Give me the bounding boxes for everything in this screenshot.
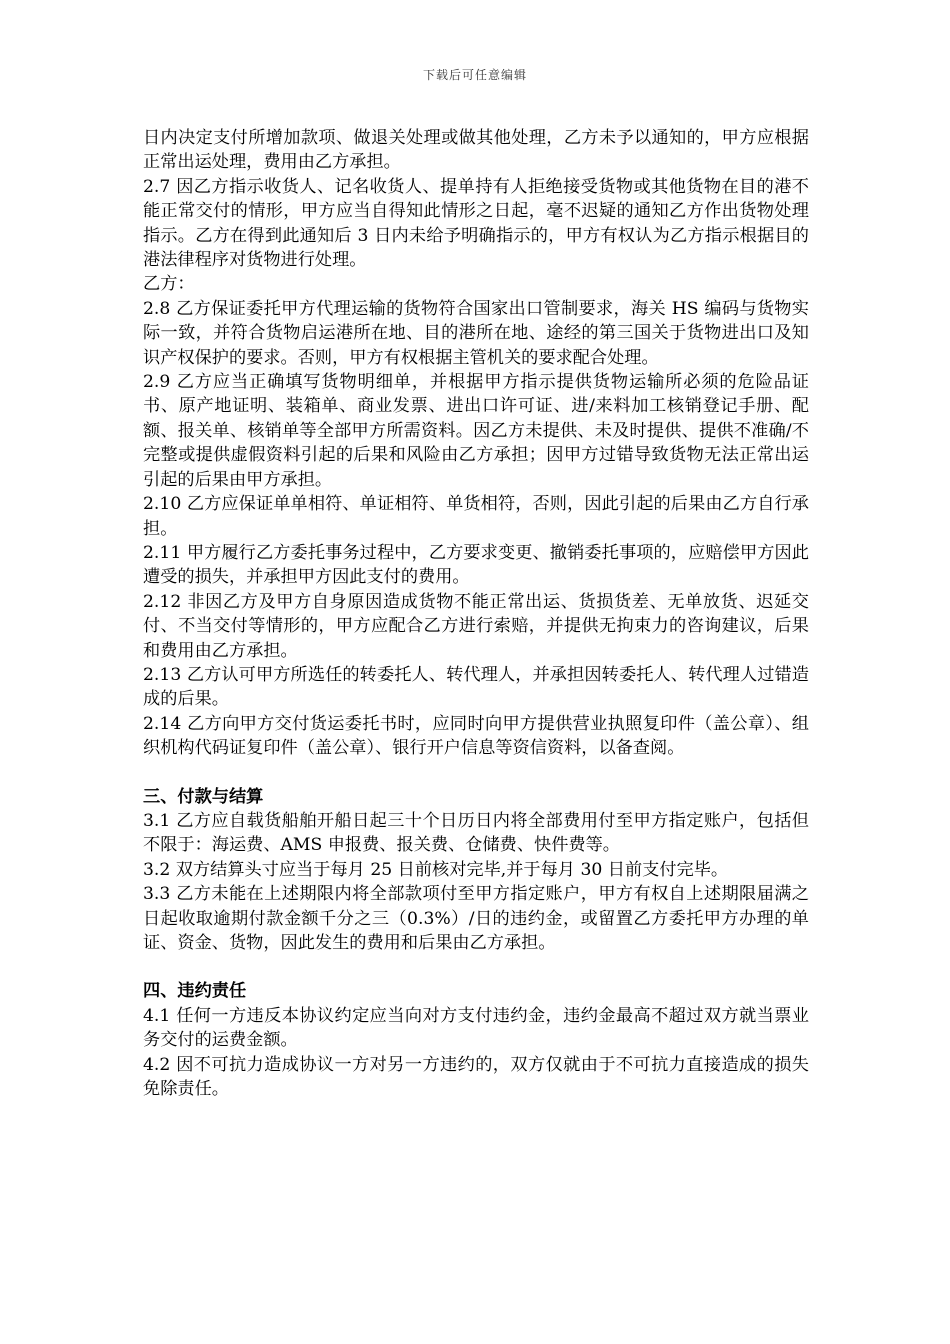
clause-2-12: 2.12 非因乙方及甲方自身原因造成货物不能正常出运、货损货差、无单放货、迟延交付、不当交付等情形的，甲方应配合乙方进行索赔，并提供无拘束力的咨询建议，后果和费用由乙方承担。 (143, 591, 809, 661)
clause-2-10: 2.10 乙方应保证单单相符、单证相符、单货相符，否则，因此引起的后果由乙方自行承担。 (143, 494, 809, 539)
section-3-title: 三、付款与结算 (143, 786, 264, 807)
clause-3-1: 3.1 乙方应自载货船舶开船日起三十个日历日内将全部费用付至甲方指定账户，包括但不限于：海运费、AMS 申报费、报关费、仓储费、快件费等。 (143, 810, 809, 856)
party-b-heading: 乙方： (143, 274, 195, 295)
clause-3-2: 3.2 双方结算头寸应当于每月 25 日前核对完毕,并于每月 30 日前支付完毕。 (143, 859, 729, 880)
clause-2-8: 2.8 乙方保证委托甲方代理运输的货物符合国家出口管制要求，海关 HS 编码与货物实际一致，并符合货物启运港所在地、目的港所在地、途经的第三国关于货物进出口及知识产权保护的要求。否则，甲方有权根据主管机关的要求配合处理。 (143, 298, 809, 368)
document-body (143, 126, 809, 1101)
clause-2-9: 2.9 乙方应当正确填写货物明细单，并根据甲方指示提供货物运输所必须的危险品证书、原产地证明、装箱单、商业发票、进出口许可证、进/来料加工核销登记手册、配额、报关单、核销单等全部甲方所需资料。因乙方未提供、未及时提供、提供不准确/不完整或提供虚假资料引起的后果和风险由乙方承担；因甲方过错导致货物无法正常出运引起的后果由甲方承担。 (143, 372, 809, 490)
clause-2-11: 2.11 甲方履行乙方委托事务过程中，乙方要求变更、撤销委托事项的，应赔偿甲方因此遭受的损失，并承担甲方因此支付的费用。 (143, 542, 809, 588)
clause-4-1: 4.1 任何一方违反本协议约定应当向对方支付违约金，违约金最高不超过双方就当票业务交付的运费金额。 (143, 1005, 809, 1051)
clause-2-13: 2.13 乙方认可甲方所选任的转委托人、转代理人，并承担因转委托人、转代理人过错造成的后果。 (143, 664, 809, 710)
paragraph-continuation: 日内决定支付所增加款项、做退关处理或做其他处理，乙方未予以通知的，甲方应根据正常出运处理，费用由乙方承担。 (143, 128, 809, 173)
section-4-title: 四、违约责任 (143, 981, 247, 1002)
header-note: 下载后可任意编辑 (422, 68, 527, 82)
clause-2-7: 2.7 因乙方指示收货人、记名收货人、提单持有人拒绝接受货物或其他货物在目的港不能正常交付的情形，甲方应当自得知此情形之日起，毫不迟疑的通知乙方作出货物处理指示。乙方在得到此通知后 3 日内未给予明确指示的，甲方有权认为乙方指示根据目的港法律程序对货物进行处理。 (143, 176, 809, 271)
clause-4-2: 4.2 因不可抗力造成协议一方对另一方违约的，双方仅就由于不可抗力直接造成的损失免除责任。 (143, 1054, 809, 1100)
clause-3-3: 3.3 乙方未能在上述期限内将全部款项付至甲方指定账户，甲方有权自上述期限届满之日起收取逾期付款金额千分之三（0.3%）/日的违约金，或留置乙方委托甲方办理的单证、资金、货物，因此发生的费用和后果由乙方承担。 (143, 884, 809, 953)
clause-2-14: 2.14 乙方向甲方交付货运委托书时，应同时向甲方提供营业执照复印件（盖公章）、组织机构代码证复印件（盖公章）、银行开户信息等资信资料，以备查阅。 (143, 713, 809, 759)
